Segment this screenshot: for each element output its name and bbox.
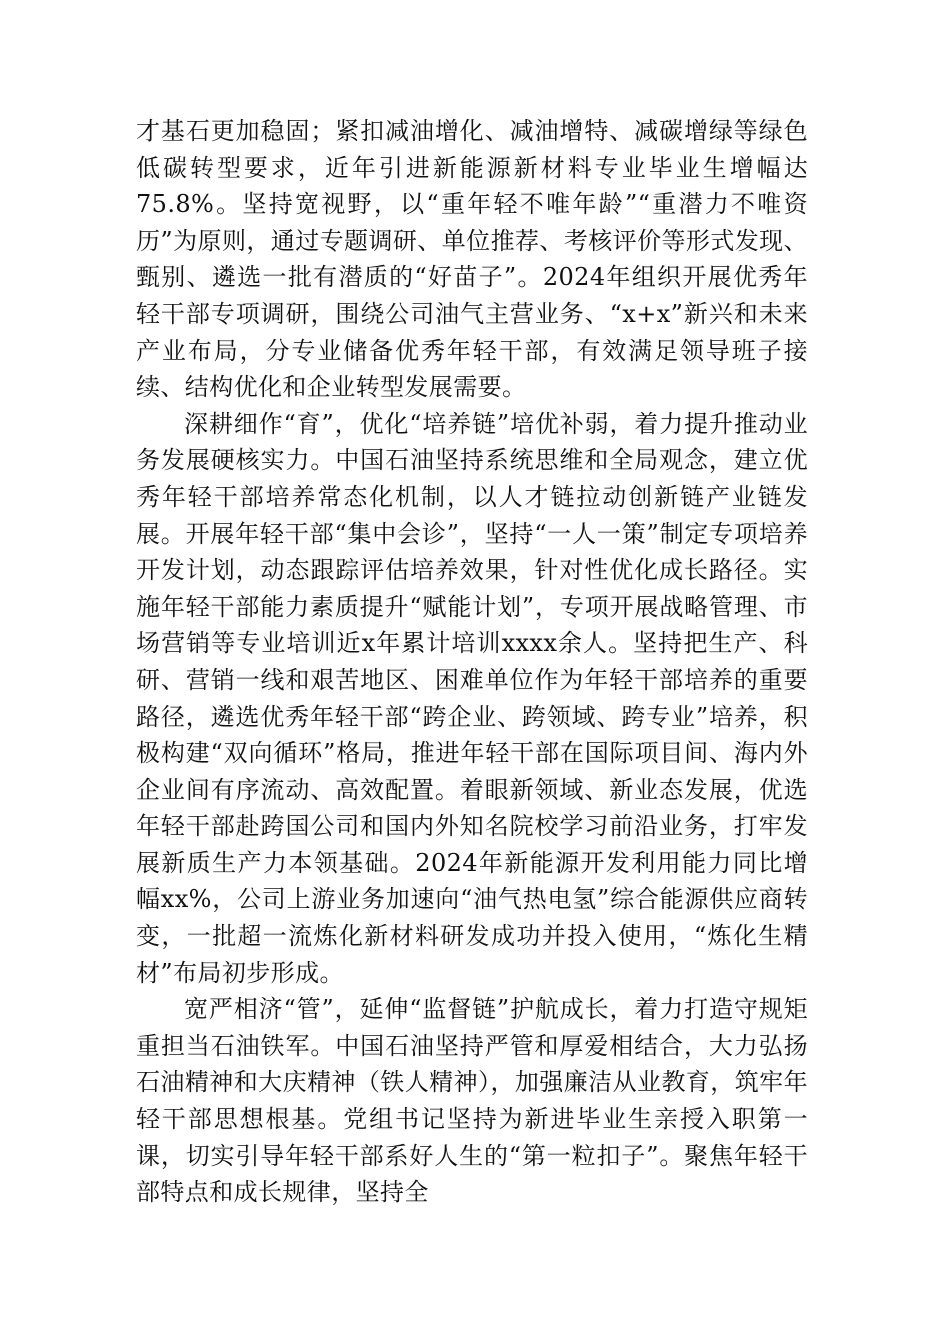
paragraph-cultivation-chain: 深耕细作“育”，优化“培养链”培优补弱，着力提升推动业务发展硬核实力。中国石油坚持系统思维和全局观念，建立优秀年轻干部培养常态化机制，以人才链拉动创新链产业链发展。开展年轻干部“集中会诊”，坚持“一人一策”制定专项培养开发计划，动态跟踪评估培养效果，针对性优化成长路径。实施年轻干部能力素质提升“赋能计划”，专项开展战略管理、市场营销等专业培训近x年累计培训xxxx余人。坚持把生产、科研、营销一线和艰苦地区、困难单位作为年轻干部培养的重要路径，遴选优秀年轻干部“跨企业、跨领域、跨专业”培养，积极构建“双向循环”格局，推进年轻干部在国际项目间、海内外企业间有序流动、高效配置。着眼新领域、新业态发展，优选年轻干部赴跨国公司和国内外知名院校学习前沿业务，打牢发展新质生产力本领基础。2024年新能源开发利用能力同比增幅xx%，公司上游业务加速向“油气热电氢”综合能源供应商转变，一批超一流炼化新材料研发成功并投入使用，“炼化生精材”布局初步形成。 <box>136 409 808 987</box>
document-body <box>136 113 808 1211</box>
paragraph-supervision-chain: 宽严相济“管”，延伸“监督链”护航成长，着力打造守规矩重担当石油铁军。中国石油坚持严管和厚爱相结合，大力弘扬石油精神和大庆精神（铁人精神），加强廉洁从业教育，筑牢年轻干部思想根基。党组书记坚持为新进毕业生亲授入职第一课，切实引导年轻干部系好人生的“第一粒扣子”。聚焦年轻干部特点和成长规律，坚持全 <box>136 995 808 1207</box>
paragraph-talent-foundation: 才基石更加稳固；紧扣减油增化、减油增特、减碳增绿等绿色低碳转型要求，近年引进新能源新材料专业毕业生增幅达75.8%。坚持宽视野，以“重年轻不唯年龄”“重潜力不唯资历”为原则，通过专题调研、单位推荐、考核评价等形式发现、甄别、遴选一批有潜质的“好苗子”。2024年组织开展优秀年轻干部专项调研，围绕公司油气主营业务、“x+x”新兴和未来产业布局，分专业储备优秀年轻干部，有效满足领导班子接续、结构优化和企业转型发展需要。 <box>136 117 808 402</box>
